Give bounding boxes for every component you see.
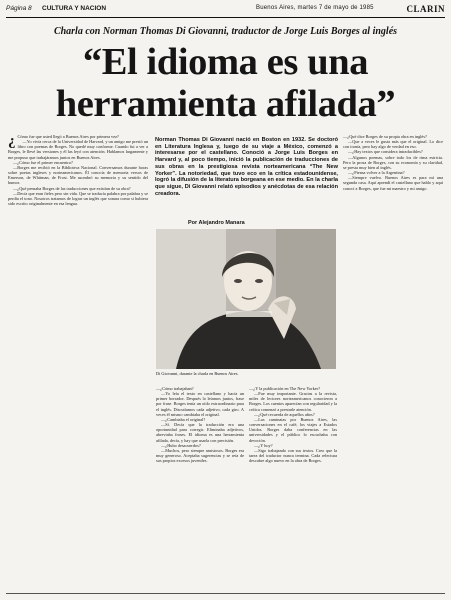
- paragraph: —Borges me recibió en la Biblioteca Nacional. Conversamos durante horas sobre poetas ingleses y norteamericanos. Él conocía de memoria versos de Emerson, de Whitman, de Frost. Me asombró su memoria y su sentido del humor.: [8, 164, 148, 186]
- page-number: Página 8: [6, 5, 32, 12]
- body-column-1: [8, 134, 148, 589]
- paragraph: —Fue muy importante. Gracias a la revista, miles de lectores norteamericanos conocieron a Borges. Los cuentos aparecían con regularidad y la crítica comenzó a prestarle atención.: [249, 391, 337, 412]
- paragraph: —Las caminatas por Buenos Aires, las conversaciones en el café, los viajes a Estados Unidos. Borges daba conferencias en las universidades y el público lo escuchaba con devoción.: [249, 416, 337, 443]
- newspaper-name: CLARIN: [406, 4, 445, 14]
- paragraph: —¿Hubo desacuerdos?: [161, 442, 201, 448]
- paragraph: Cómo fue que usted llegó a Buenos Aires por primera vez?: [17, 134, 119, 139]
- body-column-2: [156, 386, 244, 589]
- paragraph: —¿Cómo trabajaban?: [156, 386, 194, 391]
- paragraph: —Algunos poemas, sobre todo los de rima estricta. Pero la prosa de Borges, con su economía y su claridad, se presta muy bien al inglés.: [343, 154, 443, 170]
- paragraph: —¿Qué recuerda de aquellos años?: [254, 411, 315, 417]
- paragraph: —¿Y hoy?: [254, 442, 273, 448]
- byline: Por Alejandro Manara: [188, 220, 245, 226]
- paragraph: —¿Qué pensaba Borges de las traducciones que existían de su obra?: [13, 185, 131, 191]
- paragraph: —¿Cómo fue el primer encuentro?: [13, 159, 73, 165]
- paragraph: —Sí. Decía que la traducción era una oportunidad para corregir. Eliminaba adjetivos, abreviaba frases. El idioma es una herramienta afilada, decía, y hay que usarla con precisión.: [156, 422, 244, 443]
- body-column-3: [249, 386, 337, 589]
- section-name: CULTURA Y NACION: [42, 5, 107, 12]
- article-headline: “El idioma es una herramienta afilada”: [55, 41, 396, 125]
- paragraph: —¿Cambiaba el original?: [161, 416, 206, 422]
- drop-cap: ¿: [8, 134, 16, 149]
- paragraph: —Yo vivía cerca de la Universidad de Harvard, y un amigo me prestó un libro con poemas de Borges. No quedé muy conforme. Cuando fui a ver a Borges, le llevé las versiones y él las leyó con atención. Hablamos largamente y me propuso que trabajáramos juntos en Buenos Aires.: [8, 139, 148, 160]
- masthead: [6, 5, 445, 18]
- paragraph: —¿Piensa volver a la Argentina?: [348, 170, 405, 176]
- portrait-photo: [156, 229, 336, 369]
- issue-date: Buenos Aires, martes 7 de mayo de 1985: [256, 5, 374, 11]
- paragraph: —¿Y la publicación en The New Yorker?: [249, 386, 320, 391]
- paragraph: —Siempre vuelvo. Buenos Aires es para mí una segunda casa. Aquí aprendí el castellano que hablo y aquí conocí a Borges, que fue mi maestro y mi amigo.: [343, 175, 443, 191]
- paragraph: —Yo leía el texto en castellano y hacía un primer borrador. Después lo leíamos juntos, frase por frase. Borges tenía un oído extraordinario para el inglés. Discutíamos cada adjetivo, cada giro. A veces él mismo cambiaba el original.: [156, 391, 244, 417]
- paragraph: —Decía que eran fieles pero sin vida. Que se traducía palabra por palabra y se perdía el tono. Nosotros tratamos de lograr un inglés que sonara como si hubiera sido escrito originalmente en esa lengua.: [8, 190, 148, 207]
- photo-caption: Di Giovanni, durante la charla en Buenos Aires.: [156, 371, 239, 376]
- bottom-rule: [6, 593, 445, 594]
- paragraph: —¿Hay textos que considera intraducibles?: [348, 149, 423, 155]
- paragraph: —Sigo trabajando con sus textos. Creo que la tarea del traductor nunca termina. Cada relectura descubre algo nuevo en la obra de Borges.: [249, 447, 337, 464]
- paragraph: —Muchos, pero siempre amistosos. Borges era muy generoso. Aceptaba sugerencias y se reía de sus propios excesos juveniles.: [156, 447, 244, 464]
- article-intro: Norman Thomas Di Giovanni nació en Boston en 1932. Se doctoró en Literatura Inglesa y, luego de su viaje a México, comenzó a interesarse por el castellano. Conoció a Jorge Luis Borges en Harvard y, al poco tiempo, inició la publicación de traducciones de sus obras en la prestigiosa revista norteamericana “The New Yorker”. La notoriedad, que tuvo eco en la crítica estadounidense, logró la difusión de la literatura borgeana en ese medio. En la charla que sigue, Di Giovanni relató episodios y anécdotas de esa relación creadora.: [155, 137, 338, 197]
- paragraph: —Que a veces le gusta más que el original. Lo dice con ironía, pero hay algo de verdad en eso.: [343, 139, 443, 150]
- paragraph: —¿Qué dice Borges de su propia obra en inglés?: [343, 134, 427, 139]
- body-column-4: [343, 134, 443, 589]
- article-kicker: Charla con Norman Thomas Di Giovanni, traductor de Jorge Luis Borges al inglés: [53, 26, 398, 37]
